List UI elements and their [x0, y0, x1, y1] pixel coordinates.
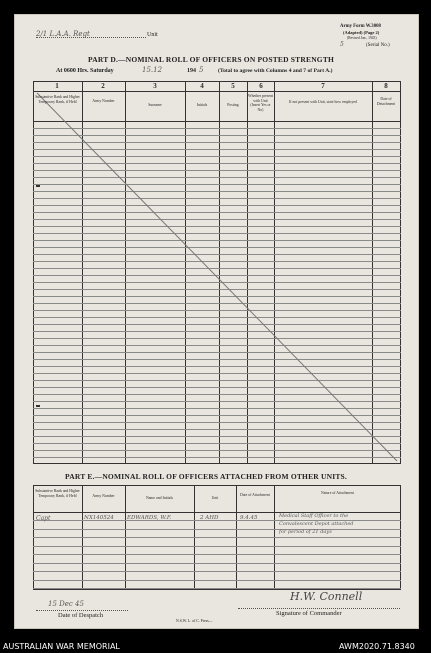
e-row-nature-2: Convalescent Depot attached	[279, 521, 354, 527]
ruled-row-line	[33, 563, 401, 564]
ruled-row-line	[33, 546, 401, 547]
e-row-rank: Capt	[36, 515, 51, 522]
ruled-row-line	[33, 571, 401, 572]
serial-handwritten: 5	[340, 41, 344, 48]
despatch-label: Date of Despatch	[58, 612, 104, 619]
e-col-5-header: Date of Attachment	[240, 493, 270, 497]
col-4-number: 4	[200, 82, 204, 90]
commander-signature: H.W. Connell	[290, 590, 363, 603]
archive-footer	[0, 641, 431, 653]
col-3-number: 3	[153, 82, 157, 90]
ruled-row-line	[33, 588, 401, 589]
e-col-3-header: Name and Initials	[146, 496, 173, 500]
ruled-row-line	[33, 537, 401, 538]
printer-imprint: N.S.W. L. of C. Press—	[176, 619, 213, 623]
serial-label: (Serial No.)	[366, 43, 390, 48]
col-2-number: 2	[101, 82, 105, 90]
e-row-unit: 2 AHD	[200, 515, 219, 521]
col-5-number: 5	[231, 82, 235, 90]
col-1-header: Substantive Rank and Higher Temporary Rank, if Held	[35, 95, 80, 104]
unit-dotted-line	[36, 37, 146, 38]
unit-label: Unit	[147, 32, 158, 38]
archive-reference: AWM2020.71.8340	[339, 642, 415, 651]
part-d-date-handwritten: 15.12	[142, 66, 163, 74]
e-row-nature-1: Medical Staff Officer to the	[279, 513, 349, 519]
part-e-title: PART E.—NOMINAL ROLL OF OFFICERS ATTACHED FROM OTHER UNITS.	[65, 472, 347, 481]
part-d-year: 194	[187, 68, 196, 74]
signature-label: Signature of Commander	[276, 610, 342, 617]
col-2-header: Army Number	[92, 99, 115, 103]
part-d-year-digit: 5	[199, 66, 204, 74]
part-d-at-text: At 0600 Hrs. Saturday	[56, 68, 114, 74]
ruled-row-line	[33, 554, 401, 555]
despatch-dotted-line	[36, 610, 128, 611]
part-d-note: (Total to agree with Columns 4 and 7 of Part A.)	[218, 68, 333, 74]
e-col-2-header: Army Number	[92, 494, 115, 498]
e-col-6-header: Nature of Attachment	[321, 491, 354, 495]
archive-name: AUSTRALIAN WAR MEMORIAL	[3, 642, 120, 651]
e-col-4-header: Unit	[211, 496, 219, 500]
punch-mark	[36, 405, 40, 407]
col-1-number: 1	[55, 82, 59, 90]
punch-mark	[36, 185, 40, 187]
col-8-number: 8	[384, 82, 388, 90]
ruled-row-line	[33, 580, 401, 581]
signature-dotted-line	[238, 608, 400, 609]
col-6-header: Whether present with Unit (Insert Yes or No)	[248, 94, 273, 112]
unit-handwritten: 2/1 L.A.A. Regt	[36, 30, 90, 38]
form-adapted: (Adapted) (Page 2)	[343, 30, 380, 35]
col-7-header: If not present with Unit, state how employed	[289, 100, 357, 104]
e-row-name: EDWARDS, W.F.	[127, 515, 172, 521]
col-3-header: Surname	[148, 103, 162, 107]
part-d-table	[33, 81, 401, 464]
e-row-number: NX140524	[84, 515, 114, 521]
col-8-header: Date of Detachment	[376, 97, 396, 106]
ruled-row-line	[33, 529, 401, 530]
part-d-title: PART D.—NOMINAL ROLL OF OFFICERS ON POSTED STRENGTH	[88, 55, 335, 64]
e-row-date: 9.4.45	[240, 515, 258, 521]
col-4-header: Initials	[196, 103, 208, 107]
col-5-header: Posting	[227, 103, 239, 107]
part-e-table	[33, 485, 401, 590]
col-6-number: 6	[259, 82, 263, 90]
col-7-number: 7	[321, 82, 325, 90]
form-revised: (Revised Jan., 1943)	[347, 36, 377, 40]
e-col-1-header: Substantive Rank and Higher Temporary Rank, if Held	[35, 489, 80, 498]
cancel-diagonal-line	[33, 81, 401, 464]
e-row-nature-3: for period of 21 days	[279, 529, 332, 535]
form-number: Army Form W.3008	[340, 24, 381, 29]
despatch-handwritten: 15 Dec 45	[48, 600, 84, 608]
